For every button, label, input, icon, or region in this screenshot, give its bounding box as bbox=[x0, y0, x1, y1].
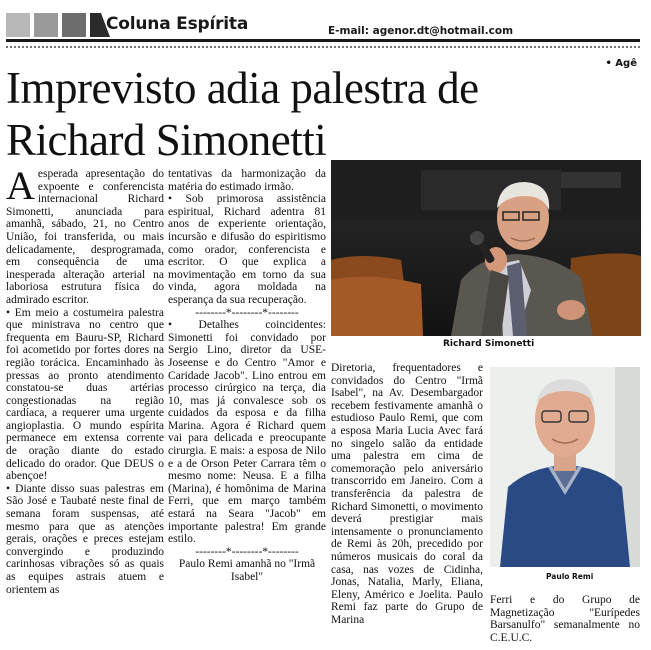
paragraph: tentativas da harmonização da matéria do estimado irmão. bbox=[168, 168, 326, 193]
article-column-2 bbox=[168, 168, 326, 643]
header-decoration-square bbox=[34, 13, 58, 37]
paragraph: • Diante disso suas palestras em São José e Taubaté neste final de semana foram suspensas, até mesmo para que as atenções gerais, orações e preces estejam convergindo e produzindo carinhosas vibrações só as quais as equipes astrais atuem e orientem as bbox=[6, 482, 164, 596]
paragraph: Diretoria, frequentadores e convidados do Centro "Irmã Isabel", na Av. Desembargador recebem festivamente amanhã o estudioso Paulo Remi, que com a esposa Maria Lucia Avec fará no singelo salão da entidade uma palestra em cima de comemoração pelo aniversário transcorrido em Janeiro. Com a transferência da palestra de Richard Simonetti, o movimento deverá prestigiar mais intensamente o pronunciamento de Remi às 20h, precedido por números musicais do coral da casa, nas vozes de Cidinha, Jonas, Natalia, Marly, Eliana, Eleny, Américo e Joelita. Paulo Remi faz parte do Grupo de Marina bbox=[331, 362, 483, 626]
photo-caption: Paulo Remi bbox=[546, 572, 594, 581]
paragraph bbox=[6, 168, 164, 307]
article-column-4 bbox=[490, 594, 640, 644]
email-address: E-mail: agenor.dt@hotmail.com bbox=[328, 25, 514, 37]
photo-richard-simonetti bbox=[331, 160, 641, 336]
article-column-3 bbox=[331, 362, 483, 645]
section-header bbox=[6, 11, 640, 39]
drop-cap: A bbox=[6, 168, 35, 208]
author-signature: • Agê bbox=[605, 58, 637, 69]
header-decoration-square bbox=[62, 13, 86, 37]
header-decoration-square bbox=[6, 13, 30, 37]
section-separator: --------*--------*-------- bbox=[195, 306, 299, 319]
column-name: Coluna Espírita bbox=[106, 14, 249, 34]
photo-caption: Richard Simonetti bbox=[443, 339, 535, 349]
header-rule bbox=[6, 39, 640, 42]
speaker-microphone-icon bbox=[331, 160, 641, 336]
photo-paulo-remi bbox=[490, 367, 640, 567]
paragraph: • Sob primorosa assistência espiritual, Richard adentra 81 anos de experiente orientação, incursão e difusão do espiritismo como orador, conferencista e escritor. O que explica a movimentação em torno da sua vinda, agora moldada na esperança da sua recuperação. bbox=[168, 193, 326, 306]
paragraph: Ferri e do Grupo de Magnetização "Eurípedes Barsanulfo" semanalmente no C.E.U.C. bbox=[490, 594, 640, 644]
article-column-1 bbox=[6, 168, 164, 643]
dotted-divider bbox=[6, 46, 640, 48]
paragraph: • Em meio a costumeira palestra que ministrava no centro que frequenta em Bauru-SP, Richard foi acometido por fortes dores na região torácica. Encaminhado às pressas ao pronto atendimento constatou-se duas artérias congestionadas na região cardíaca, a requerer uma urgente angioplastia. O mundo espírita permanece em extensa corrente de oração diante do estado delicado do orador. Que DEUS o abençoe! bbox=[6, 306, 164, 483]
paragraph: • Detalhes coincidentes: Simonetti foi convidado por Sergio Lino, diretor da USE-Joseense e do Centro "Amor e Caridade Jacob". Lino entrou em processo cirúrgico na terça, dia 10, mas já convalesce sob os cuidados da esposa e da filha Marina. Agora é Richard quem vai para delicada e preocupante cirurgia. E mais: a esposa de Nilo e a de Orson Peter Carrara têm o mesmo nome: Neusa. E a filha (Marina), é homônima de Marina Ferri, que em março também estará na Seara "Jacob" em importante palestra! Em grande estilo. bbox=[168, 319, 326, 546]
paragraph-text: esperada apresentação do expoente e conferencista internacional Richard Simonetti, anunciada para amanhã, sábado, 21, no Centro União, foi transferida, ou mais delicadamente, desprogramada, em consequência de uma inesperada alteração arterial na laboriosa estrutura física do admirado escritor. bbox=[6, 168, 164, 306]
section-separator: --------*--------*-------- bbox=[195, 545, 299, 558]
subheading: Paulo Remi amanhã no "Irmã Isabel" bbox=[178, 558, 316, 583]
portrait-icon bbox=[490, 367, 640, 567]
article-headline: Imprevisto adia palestra de Richard Simonetti bbox=[6, 63, 479, 165]
